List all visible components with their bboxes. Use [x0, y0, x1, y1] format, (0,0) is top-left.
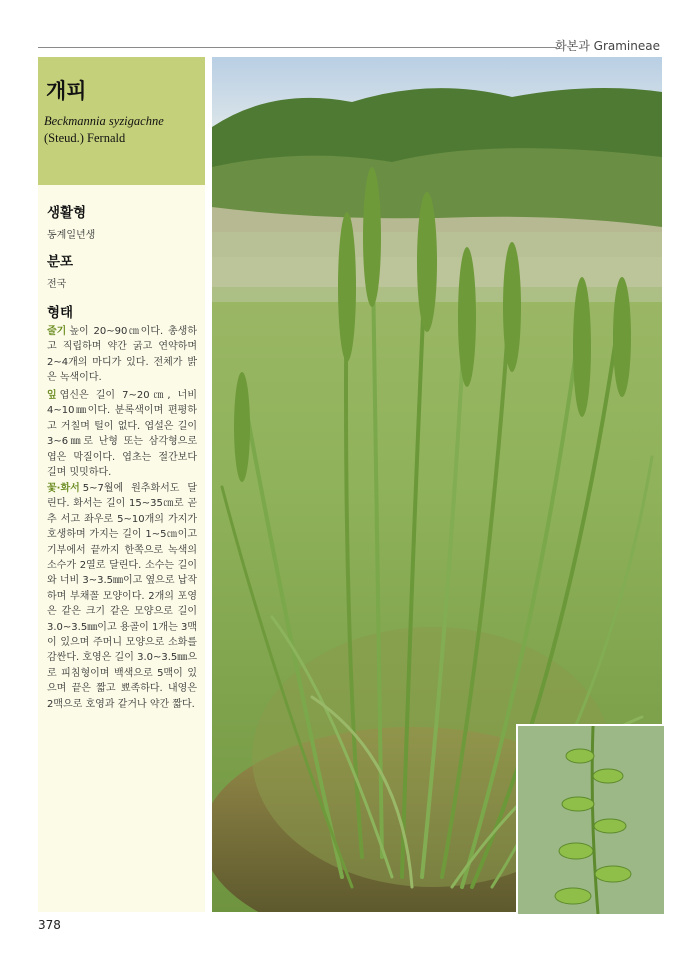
stem-text: 높이 20~90㎝이다. 총생하고 직립하며 약간 굵고 연약하며 2~4개의 마디가 있다. 전체가 밝은 녹색이다. [47, 326, 197, 384]
spikelet-closeup-photo [516, 724, 664, 914]
plant-scientific-name: Beckmannia syzigachne [44, 114, 164, 128]
leaf-text: 엽신은 길이 7~20㎝, 너비 4~10㎜이다. 분록색이며 편평하고 거칠며 털이 없다. 엽설은 길이 3~6㎜로 난형 또는 삼각형으로 엽은 막질이다. 엽초는 절간보다 길며 밋밋하다. [47, 390, 197, 479]
distribution-text: 전국 [47, 279, 67, 290]
distribution-heading: 분포 [47, 254, 74, 270]
family-label: 화본과 Gramineae [555, 39, 660, 53]
leaf-paragraph [47, 388, 197, 480]
flower-paragraph [47, 481, 197, 712]
leaf-key: 잎 [47, 390, 57, 401]
header-rule [38, 47, 557, 48]
flower-text: 5~7월에 원추화서도 달린다. 화서는 길이 15~35㎝로 곧추 서고 좌우로 5~10개의 가지가 호생하며 가지는 길이 1~5㎝이고 기부에서 끝까지 한쪽으로 녹색의 소수가 2열로 달린다. 소수는 길이와 너비 3~3.5㎜이고 옆으로 납작하며 부채꼴 모양이다. 2개의 포영은 같은 크기 같은 모양으로 길이 3.0~3.5㎜이고 용골이 1개는 3맥이 있으며 주머니 모양으로 소화를 감싼다. 호영은 길이 3.0~3.5㎜으로 피침형이며 백색으로 5맥이 있으며 끝은 짧고 뾰족하다. 내영은 2맥으로 호영과 같거나 약간 짧다. [47, 483, 197, 710]
plant-authority: (Steud.) Fernald [44, 131, 126, 145]
morphology-heading: 형태 [47, 305, 74, 321]
life-form-text: 동계일년생 [47, 230, 96, 241]
page-number: 378 [38, 918, 61, 932]
stem-key: 줄기 [47, 326, 67, 337]
plant-name-korean: 개피 [46, 79, 87, 103]
flower-key: 꽃·화서 [47, 483, 80, 494]
life-form-heading: 생활형 [47, 205, 87, 221]
title-box [38, 57, 205, 185]
description-column [38, 185, 205, 912]
stem-paragraph [47, 324, 197, 386]
